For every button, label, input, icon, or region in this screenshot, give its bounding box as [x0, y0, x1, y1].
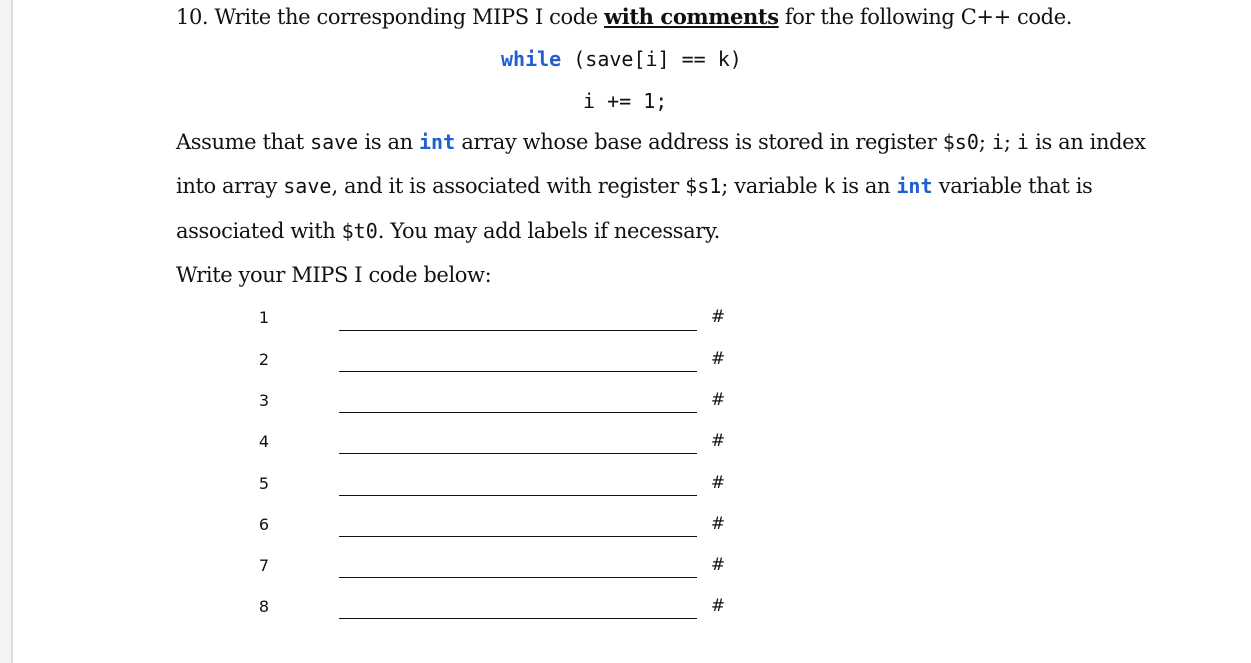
- answer-blank-line[interactable]: [339, 330, 697, 331]
- answer-blank-line[interactable]: [339, 371, 697, 372]
- text: array whose base address is stored in register: [455, 130, 943, 154]
- text: associated with: [176, 219, 342, 243]
- comment-marker: #: [710, 431, 726, 451]
- code-line-increment: i += 1;: [583, 89, 668, 113]
- answer-blank-line[interactable]: [339, 453, 697, 454]
- inline-code-t0: $t0: [341, 219, 378, 243]
- inline-code-s0: $s0: [942, 130, 979, 154]
- row-number: 7: [258, 556, 270, 575]
- text: Assume that: [176, 130, 311, 154]
- text: ; variable: [721, 174, 824, 198]
- paragraph-line-3: [176, 219, 720, 243]
- row-number: 8: [258, 597, 270, 616]
- answer-blank-line[interactable]: [339, 495, 697, 496]
- row-number: 6: [258, 515, 270, 534]
- answer-blank-line[interactable]: [339, 536, 697, 537]
- inline-code-k: k: [823, 174, 836, 198]
- code-keyword-while: while: [501, 47, 562, 71]
- text: ;: [1003, 130, 1017, 154]
- paragraph-line-2: [176, 174, 1092, 198]
- inline-keyword-int: int: [896, 174, 933, 198]
- row-number: 5: [258, 474, 270, 493]
- inline-code-i: i: [991, 130, 1004, 154]
- paragraph-line-1: [176, 130, 1146, 154]
- text: . You may add labels if necessary.: [377, 219, 720, 243]
- inline-code-i: i: [1016, 130, 1029, 154]
- comment-marker: #: [710, 349, 726, 369]
- answer-prompt: Write your MIPS I code below:: [176, 263, 492, 287]
- comment-marker: #: [710, 473, 726, 493]
- row-number: 1: [258, 308, 270, 327]
- question-prefix: 10. Write the corresponding MIPS I code: [176, 5, 605, 29]
- inline-code-s1: $s1: [685, 174, 722, 198]
- row-number: 4: [258, 432, 270, 451]
- text: is an: [835, 174, 897, 198]
- text: , and it is associated with register: [331, 174, 686, 198]
- question-suffix: for the following C++ code.: [778, 5, 1073, 29]
- question-title: [176, 4, 1072, 29]
- code-condition: (save[i] == k): [561, 47, 742, 71]
- answer-blank-line[interactable]: [339, 412, 697, 413]
- text: into array: [176, 174, 284, 198]
- answer-blank-line[interactable]: [339, 618, 697, 619]
- row-number: 2: [258, 350, 270, 369]
- text: is an: [358, 130, 419, 154]
- code-line-while: [501, 47, 742, 71]
- comment-marker: #: [710, 555, 726, 575]
- text: is an index: [1028, 130, 1146, 154]
- row-number: 3: [258, 391, 270, 410]
- question-emphasis: with comments: [604, 4, 779, 29]
- inline-code-save: save: [283, 174, 332, 198]
- inline-code-save: save: [310, 130, 359, 154]
- answer-blank-line[interactable]: [339, 577, 697, 578]
- comment-marker: #: [710, 307, 726, 327]
- text: variable that is: [932, 174, 1093, 198]
- page-left-border: [0, 0, 13, 663]
- comment-marker: #: [710, 390, 726, 410]
- text: ;: [978, 130, 992, 154]
- comment-marker: #: [710, 514, 726, 534]
- comment-marker: #: [710, 596, 726, 616]
- inline-keyword-int: int: [419, 130, 456, 154]
